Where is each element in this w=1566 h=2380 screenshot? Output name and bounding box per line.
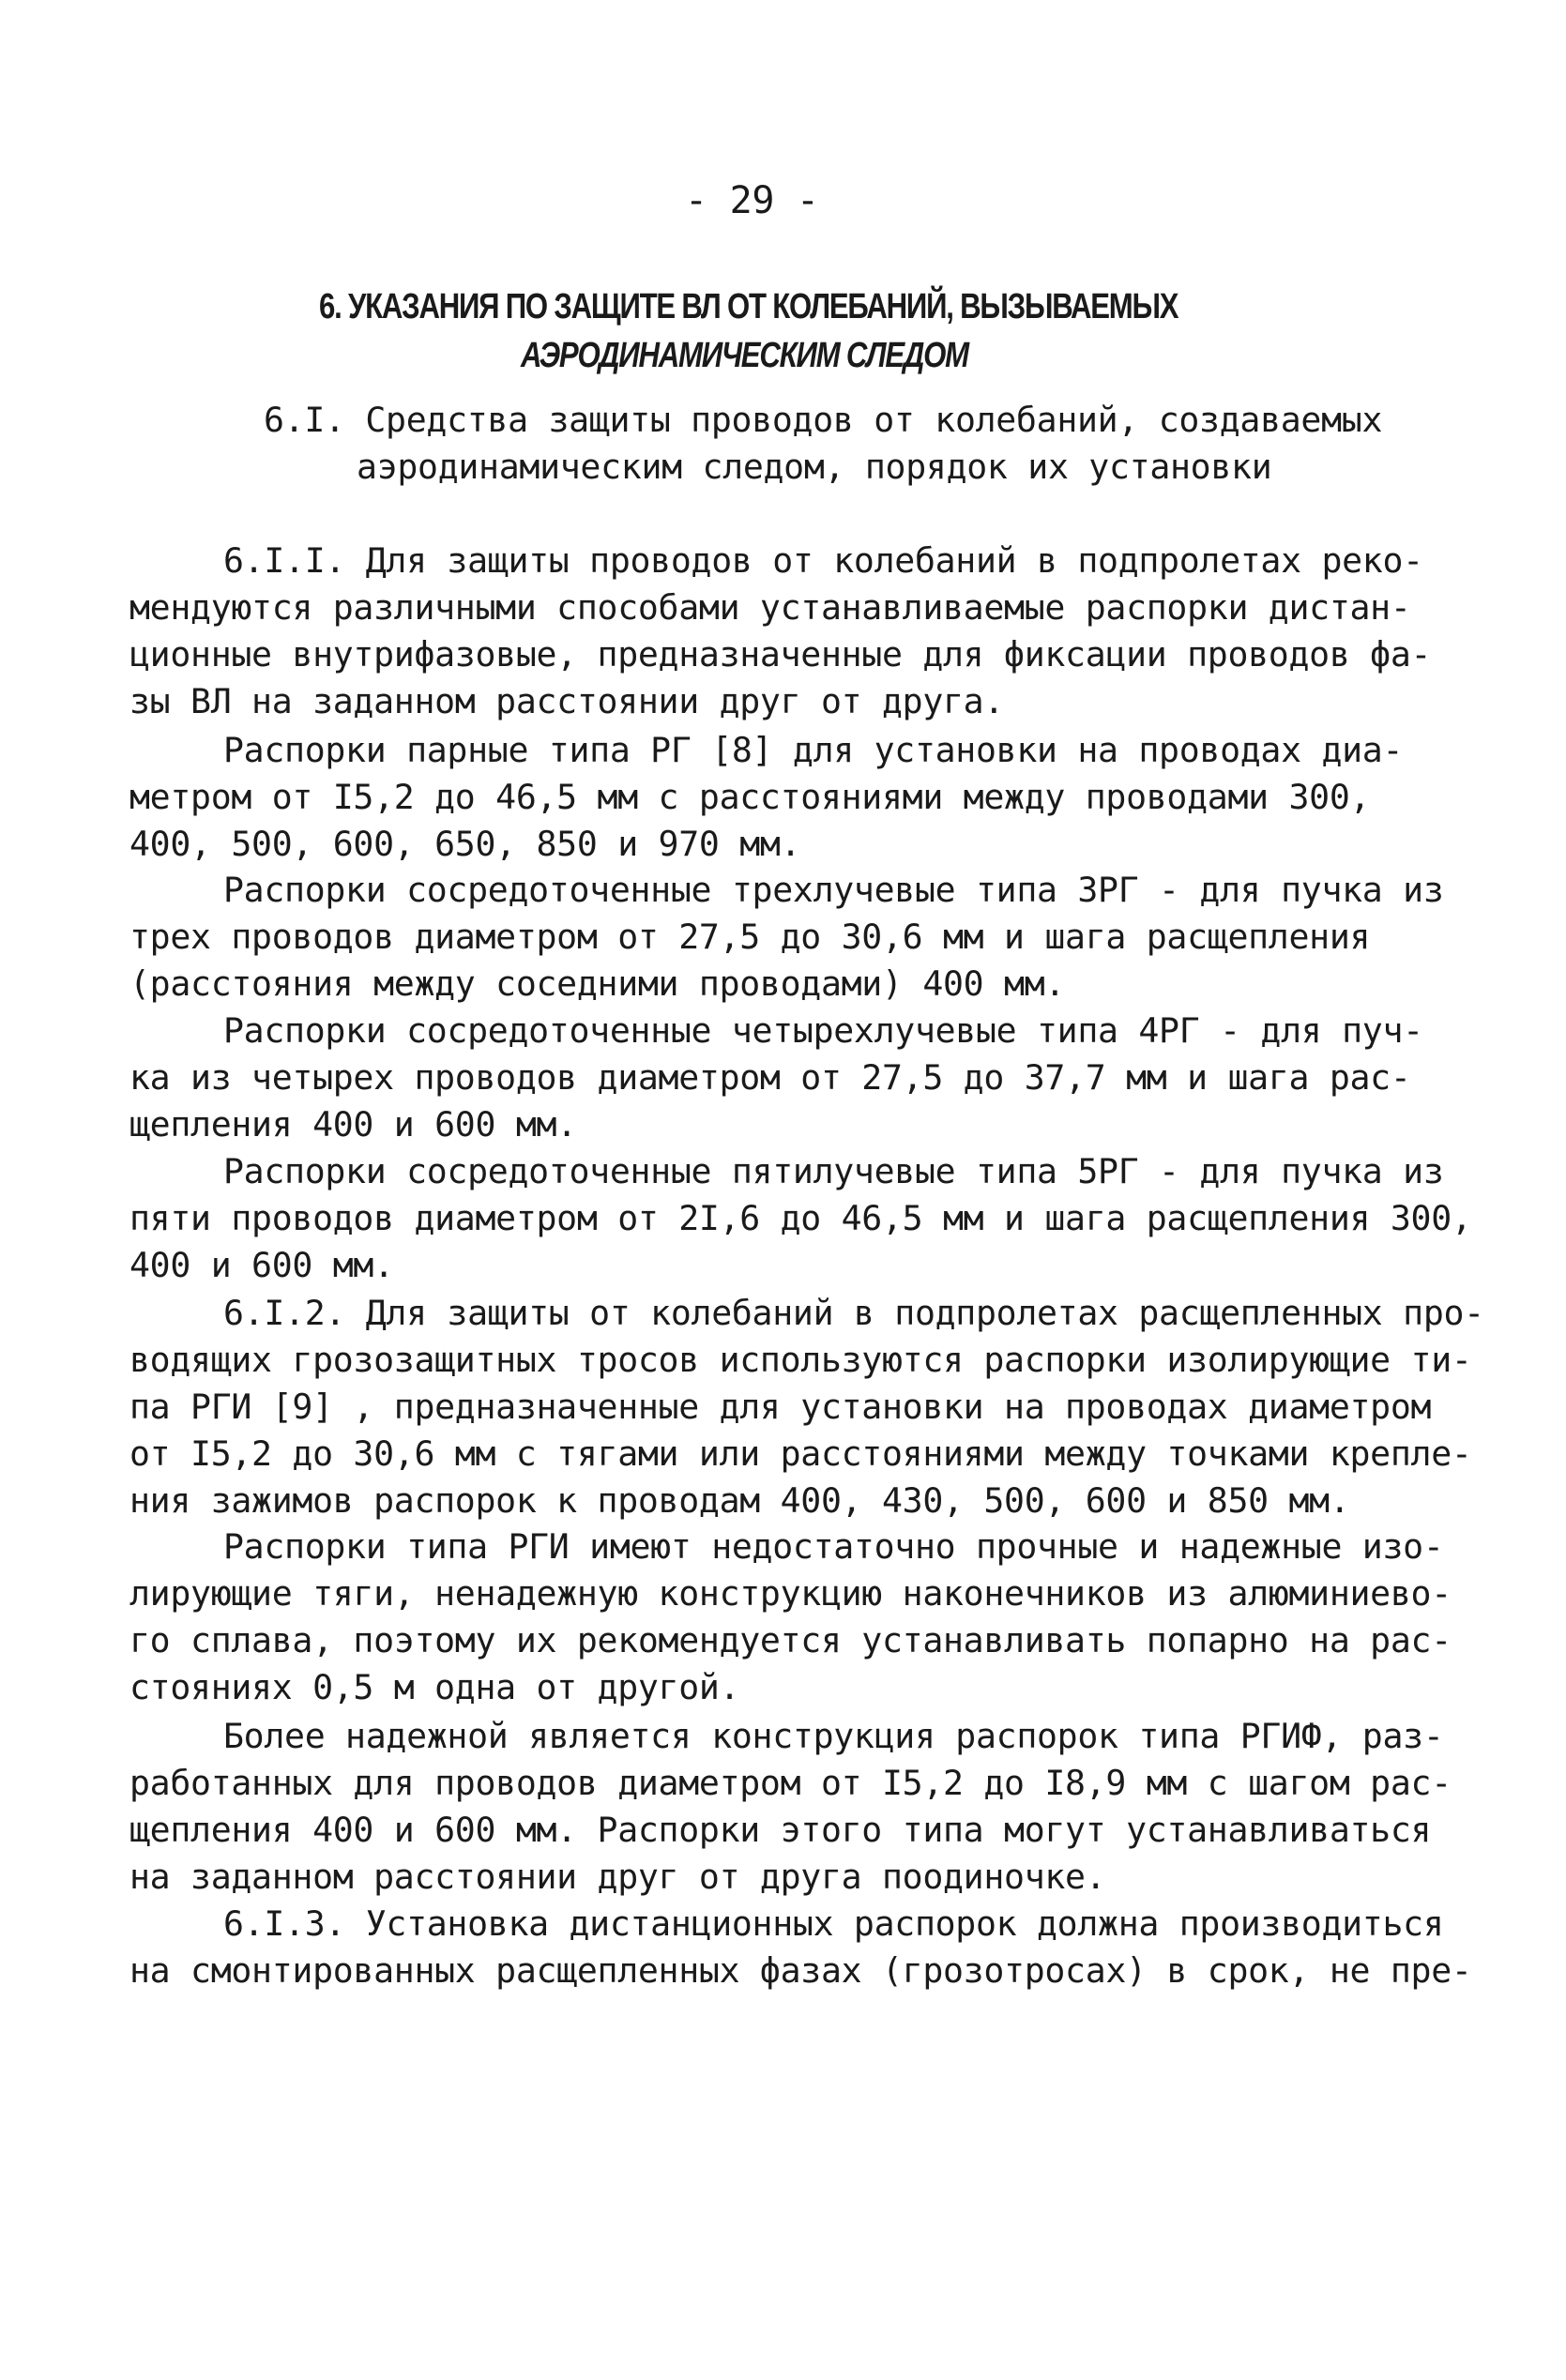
- paragraph-line: 6.I.3. Установка дистанционных распорок должна производиться: [223, 1903, 1444, 1944]
- paragraph-line: щепления 400 и 600 мм.: [129, 1104, 577, 1145]
- paragraph-line: на смонтированных расщепленных фазах (грозотросах) в срок, не пре-: [129, 1950, 1472, 1991]
- paragraph-line: на заданном расстоянии друг от друга поодиночке.: [129, 1857, 1106, 1897]
- paragraph-line: пяти проводов диаметром от 2I,6 до 46,5 мм и шага расщепления 300,: [129, 1198, 1472, 1238]
- paragraph-line: стояниях 0,5 м одна от другой.: [129, 1667, 740, 1707]
- paragraph-line: Распорки сосредоточенные четырехлучевые типа 4РГ - для пуч-: [223, 1010, 1423, 1051]
- paragraph-line: щепления 400 и 600 мм. Распорки этого типа могут устанавливаться: [129, 1810, 1432, 1850]
- paragraph-line: 6.I.2. Для защиты от колебаний в подпролетах расщепленных про-: [223, 1293, 1484, 1333]
- paragraph-line: метром от I5,2 до 46,5 мм с расстояниями между проводами 300,: [129, 777, 1371, 817]
- paragraph-line: (расстояния между соседними проводами) 400 мм.: [129, 963, 1066, 1004]
- paragraph-line: ка из четырех проводов диаметром от 27,5 до 37,7 мм и шага рас-: [129, 1057, 1411, 1098]
- page-number: - 29 -: [685, 179, 819, 222]
- section-title-line-1: 6. УКАЗАНИЯ ПО ЗАЩИТЕ ВЛ ОТ КОЛЕБАНИЙ, ВЫЗЫВАЕМЫХ: [319, 287, 1178, 326]
- paragraph-line: ционные внутрифазовые, предназначенные для фиксации проводов фа-: [129, 634, 1432, 675]
- paragraph-line: го сплава, поэтому их рекомендуется устанавливать попарно на рас-: [129, 1620, 1452, 1660]
- paragraph-line: Более надежной является конструкция распорок типа РГИФ, раз-: [223, 1716, 1444, 1756]
- paragraph-line: ния зажимов распорок к проводам 400, 430, 500, 600 и 850 мм.: [129, 1480, 1350, 1521]
- paragraph-line: 6.I.I. Для защиты проводов от колебаний в подпролетах реко-: [223, 540, 1423, 581]
- paragraph-line: зы ВЛ на заданном расстоянии друг от друга.: [129, 681, 1005, 721]
- subsection-title-line-2: аэродинамическим следом, порядок их установки: [357, 447, 1272, 487]
- paragraph-line: Распорки сосредоточенные пятилучевые типа 5РГ - для пучка из: [223, 1151, 1444, 1191]
- paragraph-line: Распорки парные типа РГ [8] для установки на проводах диа-: [223, 730, 1404, 770]
- subsection-title-line-1: 6.I. Средства защиты проводов от колебаний, создаваемых: [264, 400, 1383, 440]
- paragraph-line: Распорки типа РГИ имеют недостаточно прочные и надежные изо-: [223, 1526, 1444, 1567]
- paragraph-line: трех проводов диаметром от 27,5 до 30,6 мм и шага расщепления: [129, 917, 1371, 957]
- paragraph-line: 400 и 600 мм.: [129, 1245, 394, 1285]
- section-title-line-2: АЭРОДИНАМИЧЕСКИМ СЛЕДОМ: [521, 336, 968, 375]
- paragraph-line: лирующие тяги, ненадежную конструкцию наконечников из алюминиево-: [129, 1573, 1452, 1614]
- paragraph-line: па РГИ [9] , предназначенные для установки на проводах диаметром: [129, 1387, 1432, 1427]
- paragraph-line: Распорки сосредоточенные трехлучевые типа 3РГ - для пучка из: [223, 870, 1444, 910]
- paragraph-line: мендуются различными способами устанавливаемые распорки дистан-: [129, 587, 1411, 628]
- paragraph-line: 400, 500, 600, 650, 850 и 970 мм.: [129, 824, 801, 864]
- paragraph-line: работанных для проводов диаметром от I5,2 до I8,9 мм с шагом рас-: [129, 1763, 1452, 1803]
- paragraph-line: водящих грозозащитных тросов используются распорки изолирующие ти-: [129, 1340, 1472, 1380]
- paragraph-line: от I5,2 до 30,6 мм с тягами или расстояниями между точками крепле-: [129, 1433, 1472, 1474]
